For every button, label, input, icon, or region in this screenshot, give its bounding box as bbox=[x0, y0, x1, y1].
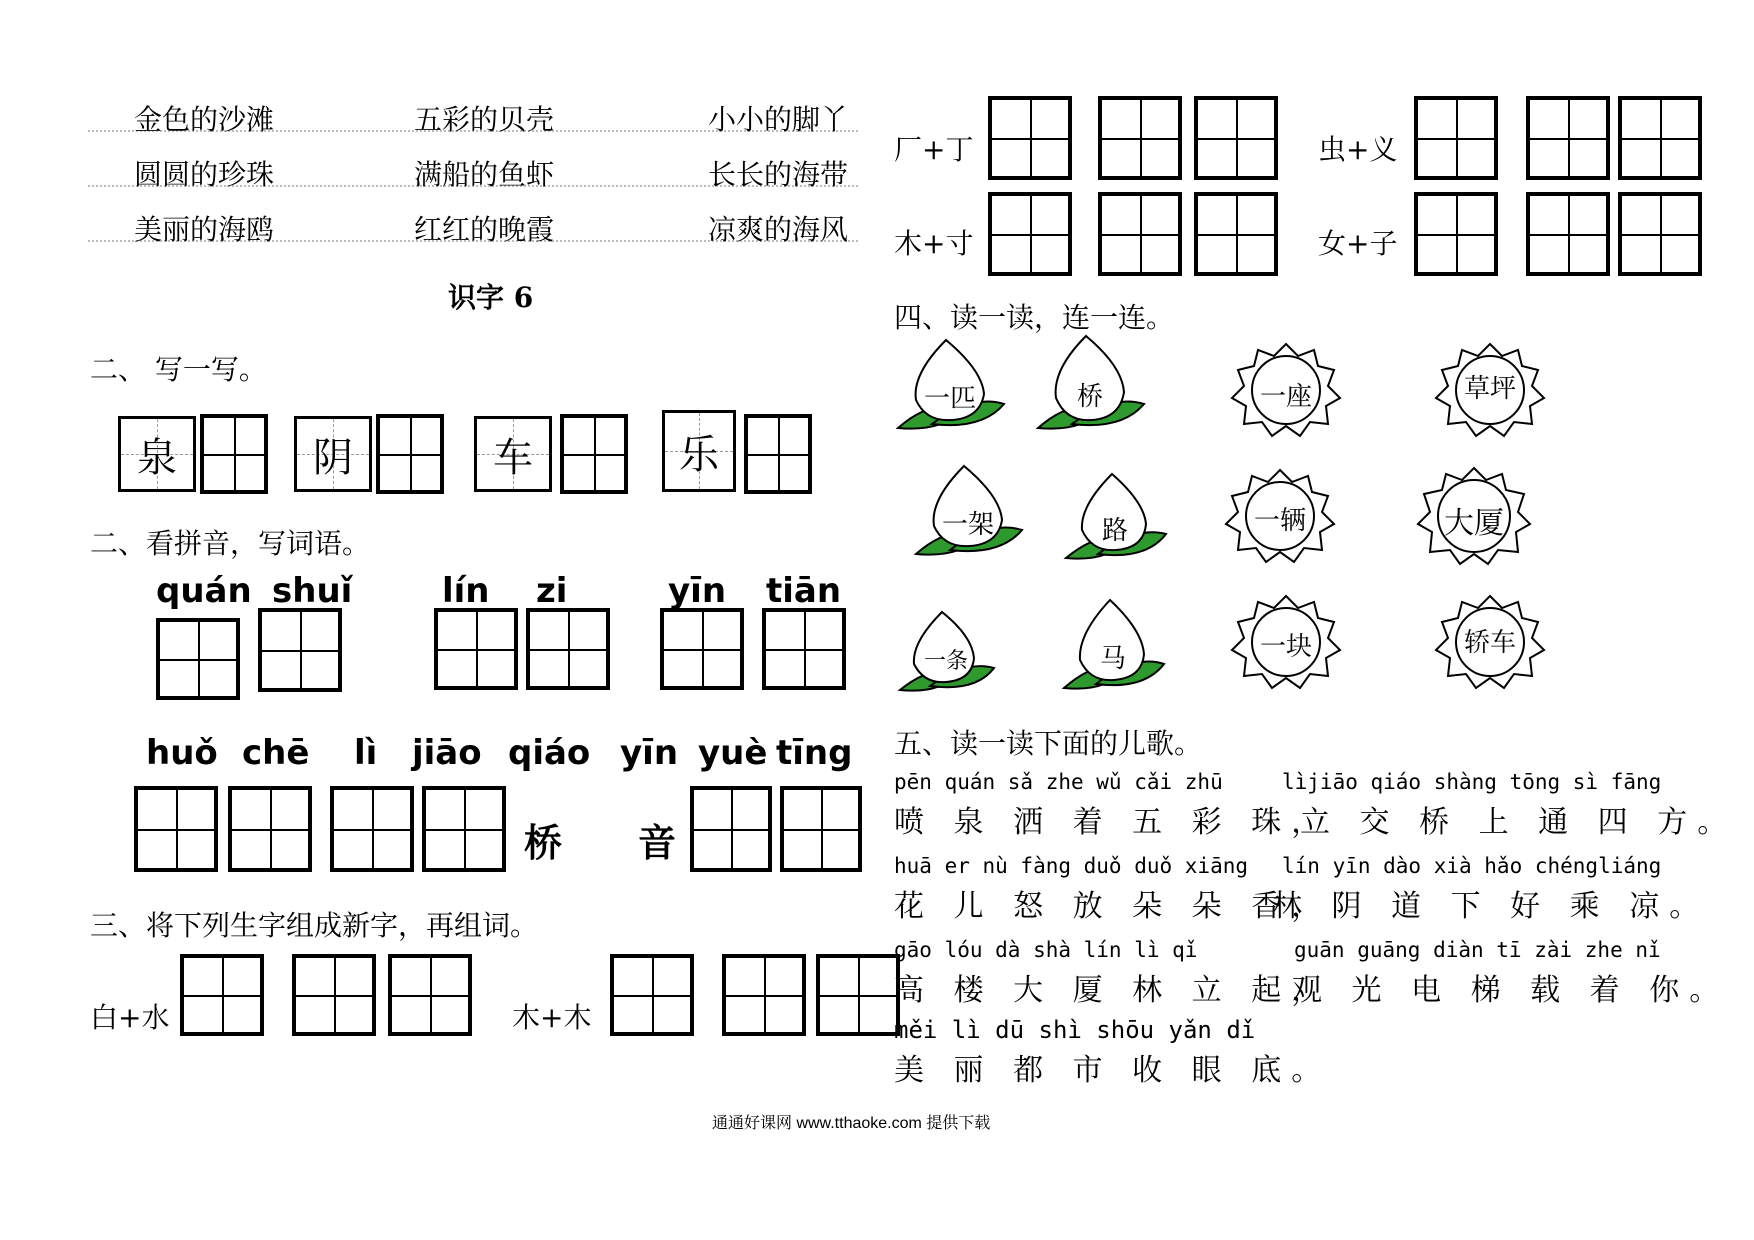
flower-card[interactable]: 一辆 bbox=[1222, 466, 1338, 566]
write-box[interactable] bbox=[816, 954, 900, 1036]
write-box[interactable] bbox=[780, 786, 862, 872]
pinyin: lì bbox=[354, 733, 378, 773]
char-model: 车 bbox=[474, 416, 552, 492]
section-poem-title: 五、读一读下面的儿歌。 bbox=[894, 727, 1203, 760]
write-box[interactable] bbox=[200, 414, 268, 494]
poem-line: 美 丽 都 市 收 眼 底。 bbox=[894, 1053, 1332, 1088]
pinyin: yīn bbox=[668, 571, 727, 611]
write-box[interactable] bbox=[526, 608, 610, 690]
write-box[interactable] bbox=[1414, 96, 1498, 180]
pinyin: yīn bbox=[620, 733, 679, 773]
poem-pinyin: měi lì dū shì shōu yǎn dǐ bbox=[894, 1016, 1256, 1044]
write-box[interactable] bbox=[988, 192, 1072, 276]
section-combine-title: 三、将下列生字组成新字，再组词。 bbox=[90, 909, 539, 942]
flower-card[interactable]: 轿车 bbox=[1432, 592, 1548, 692]
leaf-card[interactable]: 一条 bbox=[896, 606, 996, 696]
write-box[interactable] bbox=[134, 786, 218, 872]
char-model: 阴 bbox=[294, 416, 372, 492]
write-box[interactable] bbox=[1194, 96, 1278, 180]
write-box[interactable] bbox=[660, 608, 744, 690]
leaf-card[interactable]: 一架 bbox=[910, 460, 1026, 560]
write-box[interactable] bbox=[156, 618, 240, 700]
char-model: 乐 bbox=[662, 410, 736, 492]
poem-line: 立 交 桥 上 通 四 方。 bbox=[1300, 805, 1738, 840]
poem-pinyin: lìjiāo qiáo shàng tōng sì fāng bbox=[1282, 770, 1662, 794]
poem-pinyin: guān guāng diàn tī zài zhe nǐ bbox=[1294, 938, 1661, 962]
write-box[interactable] bbox=[180, 954, 264, 1036]
flower-card[interactable]: 大厦 bbox=[1414, 464, 1534, 568]
given-char: 音 bbox=[638, 820, 677, 865]
write-box[interactable] bbox=[744, 414, 812, 494]
combine-item: 白+水 bbox=[90, 1001, 170, 1034]
phrase: 满船的鱼虾 bbox=[414, 158, 555, 191]
write-box[interactable] bbox=[762, 608, 846, 690]
phrase: 长长的海带 bbox=[708, 158, 849, 191]
write-box[interactable] bbox=[1194, 192, 1278, 276]
pinyin: yuè bbox=[698, 733, 768, 773]
flower-card[interactable]: 一块 bbox=[1228, 592, 1344, 692]
phrase: 金色的沙滩 bbox=[134, 103, 275, 136]
pinyin: tiān bbox=[766, 571, 842, 611]
write-box[interactable] bbox=[376, 414, 444, 494]
write-box[interactable] bbox=[722, 954, 806, 1036]
phrase: 五彩的贝壳 bbox=[414, 103, 555, 136]
write-box[interactable] bbox=[330, 786, 414, 872]
poem-pinyin: pēn quán sǎ zhe wǔ cǎi zhū bbox=[894, 770, 1223, 794]
section-write-title: 二、 写一写。 bbox=[90, 353, 267, 386]
write-box[interactable] bbox=[228, 786, 312, 872]
pinyin: jiāo bbox=[412, 733, 482, 773]
pinyin: shuǐ bbox=[272, 571, 353, 611]
combine-item: 厂+丁 bbox=[894, 133, 974, 166]
phrase: 红红的晚霞 bbox=[414, 213, 555, 246]
combine-item: 木+木 bbox=[512, 1001, 592, 1034]
phrase: 凉爽的海风 bbox=[708, 213, 849, 246]
leaf-card[interactable]: 马 bbox=[1058, 594, 1168, 694]
leaf-card[interactable]: 路 bbox=[1060, 468, 1170, 564]
phrase: 小小的脚丫 bbox=[708, 103, 849, 136]
phrase: 美丽的海鸥 bbox=[134, 213, 275, 246]
write-box[interactable] bbox=[1098, 192, 1182, 276]
poem-pinyin: lín yīn dào xià hǎo chéngliáng bbox=[1282, 854, 1662, 878]
poem-line: 喷 泉 洒 着 五 彩 珠， bbox=[894, 805, 1332, 840]
pinyin: zi bbox=[536, 571, 568, 611]
write-box[interactable] bbox=[988, 96, 1072, 180]
section-match-title: 四、读一读，连一连。 bbox=[894, 301, 1175, 334]
write-box[interactable] bbox=[1526, 96, 1610, 180]
write-box[interactable] bbox=[1414, 192, 1498, 276]
flower-card[interactable]: 一座 bbox=[1228, 340, 1344, 440]
combine-item: 木+寸 bbox=[894, 227, 974, 260]
poem-pinyin: gāo lóu dà shà lín lì qǐ bbox=[894, 938, 1198, 962]
lesson-title: 识字 6 bbox=[448, 281, 534, 314]
write-box[interactable] bbox=[292, 954, 376, 1036]
pinyin: tīng bbox=[776, 733, 853, 773]
write-box[interactable] bbox=[258, 608, 342, 692]
poem-line: 高 楼 大 厦 林 立 起， bbox=[894, 973, 1332, 1008]
section-pinyin-title: 二、看拼音，写词语。 bbox=[90, 527, 371, 560]
write-box[interactable] bbox=[422, 786, 506, 872]
char-model: 泉 bbox=[118, 416, 196, 492]
write-box[interactable] bbox=[1098, 96, 1182, 180]
poem-line: 花 儿 怒 放 朵 朵 香， bbox=[894, 889, 1332, 924]
combine-item: 虫+义 bbox=[1318, 133, 1398, 166]
pinyin: lín bbox=[442, 571, 490, 611]
combine-item: 女+子 bbox=[1318, 227, 1398, 260]
write-box[interactable] bbox=[1618, 192, 1702, 276]
write-box[interactable] bbox=[1526, 192, 1610, 276]
pinyin: qiáo bbox=[508, 733, 591, 773]
given-char: 桥 bbox=[524, 820, 563, 865]
leaf-card[interactable]: 桥 bbox=[1032, 330, 1148, 434]
pinyin: quán bbox=[156, 571, 252, 611]
pinyin: chē bbox=[242, 733, 310, 773]
flower-card[interactable]: 草坪 bbox=[1432, 340, 1548, 440]
write-box[interactable] bbox=[1618, 96, 1702, 180]
write-box[interactable] bbox=[388, 954, 472, 1036]
poem-line: 林 阴 道 下 好 乘 凉。 bbox=[1272, 889, 1710, 924]
write-box[interactable] bbox=[434, 608, 518, 690]
leaf-card[interactable]: 一匹 bbox=[892, 334, 1008, 434]
phrase: 圆圆的珍珠 bbox=[134, 158, 275, 191]
poem-line: 观 光 电 梯 载 着 你。 bbox=[1292, 973, 1730, 1008]
footer: 通通好课网 www.tthaoke.com 提供下载 bbox=[712, 1115, 991, 1132]
write-box[interactable] bbox=[690, 786, 772, 872]
write-box[interactable] bbox=[560, 414, 628, 494]
write-box[interactable] bbox=[610, 954, 694, 1036]
pinyin: huǒ bbox=[146, 733, 218, 773]
poem-pinyin: huā er nù fàng duǒ duǒ xiāng bbox=[894, 854, 1249, 878]
